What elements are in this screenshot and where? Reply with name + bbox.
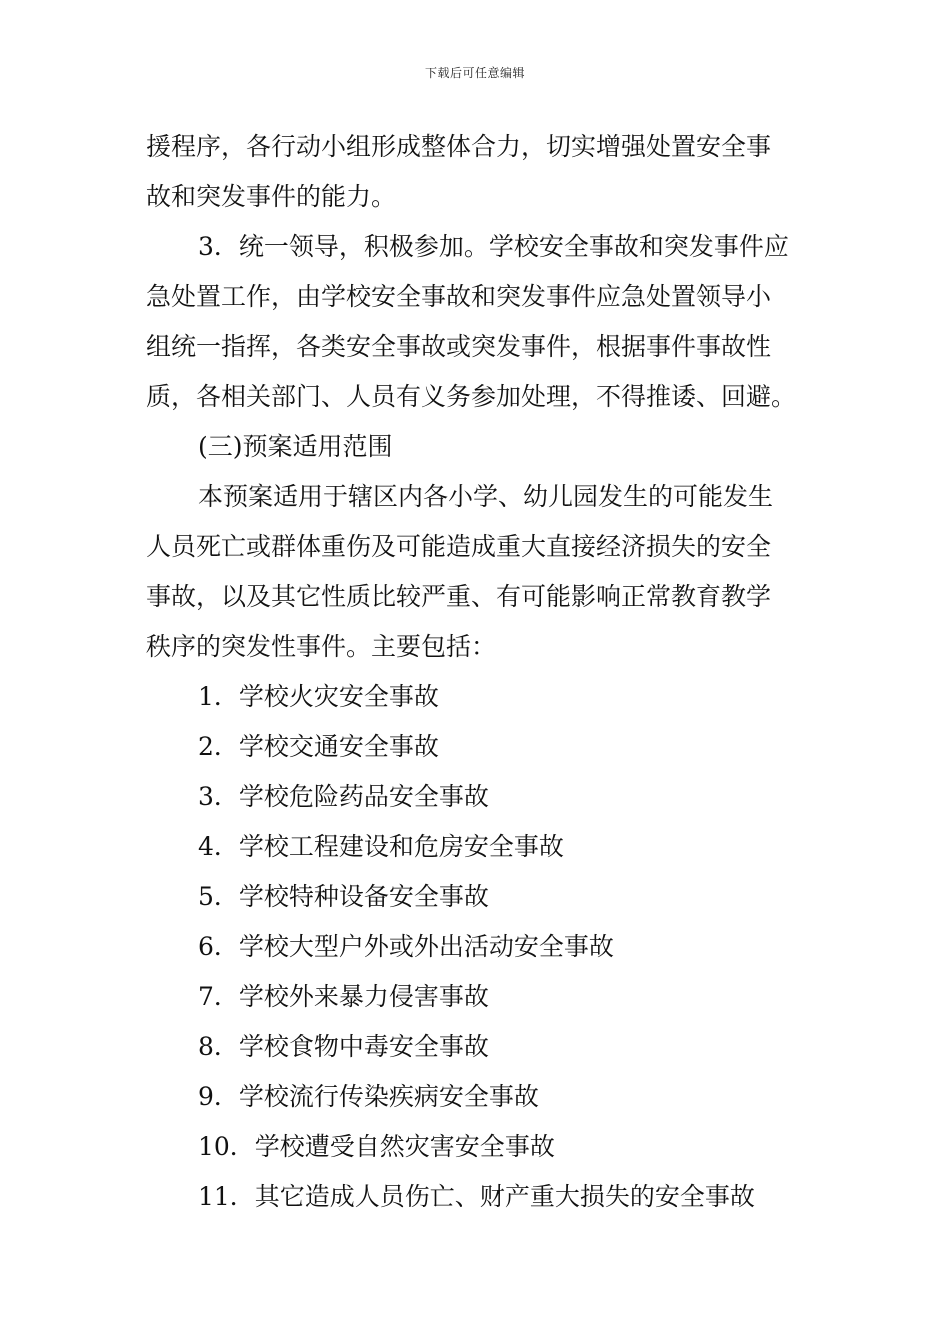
list-item: 10．学校遭受自然灾害安全事故 [198,1132,555,1161]
section-heading: (三)预案适用范围 [198,432,393,461]
text-line: 秩序的突发性事件。主要包括： [146,632,497,661]
text-line: 事故，以及其它性质比较严重、有可能影响正常教育教学 [146,582,772,611]
text-line: 质，各相关部门、人员有义务参加处理，不得推诿、回避。 [146,382,797,411]
text-line: 人员死亡或群体重伤及可能造成重大直接经济损失的安全 [146,532,772,561]
list-item: 4．学校工程建设和危房安全事故 [198,832,564,861]
list-item: 11．其它造成人员伤亡、财产重大损失的安全事故 [198,1182,755,1211]
list-item: 9．学校流行传染疾病安全事故 [198,1082,539,1111]
page-header: 下载后可任意编辑 [424,66,525,80]
document-body [146,122,810,1222]
list-item: 5．学校特种设备安全事故 [198,882,489,911]
list-item: 3．学校危险药品安全事故 [198,782,489,811]
text-line: 3．统一领导，积极参加。学校安全事故和突发事件应 [198,232,789,261]
text-line: 组统一指挥，各类安全事故或突发事件，根据事件事故性 [146,332,772,361]
list-item: 7．学校外来暴力侵害事故 [198,982,489,1011]
text-line: 故和突发事件的能力。 [146,182,397,211]
text-line: 本预案适用于辖区内各小学、幼儿园发生的可能发生 [198,482,774,511]
text-line: 急处置工作，由学校安全事故和突发事件应急处置领导小 [146,282,772,311]
list-item: 8．学校食物中毒安全事故 [198,1032,489,1061]
list-item: 2．学校交通安全事故 [198,732,439,761]
list-item: 1．学校火灾安全事故 [198,682,439,711]
list-item: 6．学校大型户外或外出活动安全事故 [198,932,614,961]
text-line: 援程序，各行动小组形成整体合力，切实增强处置安全事 [146,132,772,161]
